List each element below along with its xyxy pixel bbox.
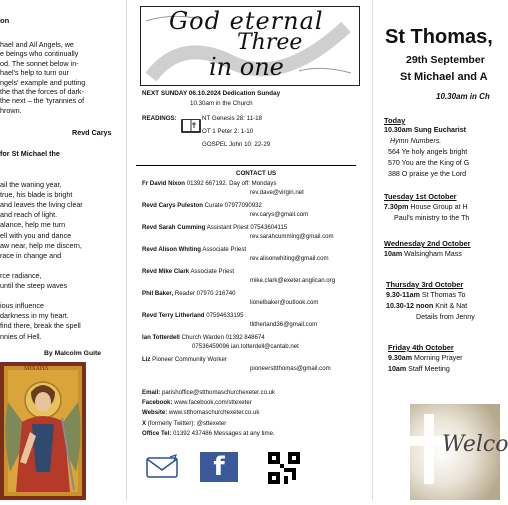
footer-line — [142, 399, 252, 406]
today-line-2: Hymn Numbers. — [390, 137, 442, 145]
next-sunday-title: NEXT SUNDAY 06.10.2024 Dedication Sunday — [142, 90, 281, 97]
sonnet-line: nnies of Hell. — [0, 331, 42, 341]
sonnet-line: find there, break the spell — [0, 321, 81, 331]
footer-value[interactable]: 01392 437486 Messages at any time. — [173, 429, 275, 437]
tuesday-heading: Tuesday 1st October — [384, 192, 457, 201]
contact-phone: 01392 667192. Day off: Mondays — [186, 180, 277, 187]
contact-phone: 07594633195 — [206, 312, 244, 319]
contact-name: Revd Sarah Cumming — [142, 224, 206, 231]
today-line-4: 570 You are the King of G — [388, 159, 470, 167]
contact-row — [142, 356, 227, 363]
sonnet-line: ious influence — [0, 301, 44, 311]
sonnet-title: for St Michael the — [0, 149, 60, 158]
contact-email[interactable]: rev.alisonwhiting@gmail.com — [250, 255, 329, 262]
today-line-3: 564 Ye holy angels bright — [388, 148, 468, 156]
right-panel — [380, 0, 508, 500]
contact-row — [142, 290, 236, 297]
contact-email[interactable]: rev.sarahcumming@gmail.com — [250, 233, 334, 240]
tuesday-line-1: 7.30pm House Group at H — [384, 203, 468, 211]
footer-label: Email: — [142, 389, 161, 396]
contact-role: Reader — [174, 290, 195, 297]
contact-row — [142, 224, 287, 231]
reading-3: GOSPEL John 10: 22-29 — [202, 141, 271, 148]
footer-label: X — [142, 419, 147, 427]
icon-caption: ΜΙΧΑΗΛ — [24, 366, 49, 372]
contact-phone: 07977090932 — [224, 202, 262, 209]
contact-role: Assistant Priest — [206, 224, 249, 231]
thursday-line-3: Details from Jenny — [416, 313, 475, 321]
sonnet-line: darkness in my heart. — [0, 311, 69, 321]
intro-line: hrown. — [0, 105, 22, 115]
intro-line: e beings who continually — [0, 49, 79, 59]
thursday-line-1: 9.30-11am St Thomas To — [386, 291, 466, 299]
footer-line — [142, 420, 226, 427]
footer-value[interactable]: www.facebook.com/sttexeter — [174, 399, 252, 407]
contact-email[interactable]: rev.dave@virgin.net — [250, 189, 304, 196]
reading-1: NT Genesis 28: 11-18 — [202, 115, 262, 122]
contact-row — [142, 246, 246, 253]
sonnet-line: race in change and — [0, 250, 62, 260]
footer-line — [142, 389, 275, 396]
footer-value[interactable]: (formerly Twitter): @sttexeter — [147, 419, 227, 427]
sonnet-line: ell with you and dance — [0, 230, 72, 240]
contact-name: Ian Totterdell — [142, 334, 180, 341]
contact-email[interactable]: 07536459096 ian.totterdell@cantab.net — [192, 343, 299, 350]
contact-row — [142, 334, 265, 341]
sonnet-line: true, his blade is bright — [0, 190, 73, 200]
footer-label: Office Tel: — [142, 429, 172, 437]
fold-divider-left — [126, 0, 127, 500]
readings-label: READINGS: — [142, 115, 177, 122]
thursday-heading: Thursday 3rd October — [386, 280, 464, 289]
left-heading: on — [0, 16, 10, 25]
banner-logo — [140, 6, 360, 86]
sonnet-line: until the steep waves — [0, 281, 68, 290]
sonnet-line: and reach of light. — [0, 210, 58, 220]
contact-role: Associate Priest — [190, 268, 235, 275]
qr-code-icon — [268, 452, 300, 484]
church-title: St Thomas, — [385, 26, 493, 48]
contact-email[interactable]: pioneersttthomas@gmail.com — [250, 365, 331, 372]
contact-email[interactable]: rev.carys@gmail.com — [250, 211, 309, 218]
contact-phone: 07970 216740 — [196, 290, 236, 297]
wednesday-line-1: 10am Walsingham Mass — [384, 250, 462, 258]
contact-name: Revd Carys Puleston — [142, 202, 203, 209]
tuesday-line-2: Paul's ministry to the Th — [394, 214, 470, 222]
intro-line: ngels' example and putting — [0, 77, 86, 87]
date-line: 29th September — [406, 54, 485, 66]
intro-line: od. The sonnet below in- — [0, 58, 79, 68]
contact-name: Phil Baker, — [142, 290, 174, 297]
sonnet-line: aw near, help me discern, — [0, 240, 82, 250]
today-heading: Today — [384, 116, 406, 125]
friday-heading: Friday 4th October — [388, 343, 454, 352]
today-line-5: 388 O praise ye the Lord — [388, 170, 467, 178]
contact-email[interactable]: tlitherland36@gmail.com — [250, 321, 318, 328]
today-line-1: 10.30am Sung Eucharist — [384, 126, 467, 134]
contact-phone: 01392 848674 — [225, 334, 265, 341]
contact-row — [142, 268, 234, 275]
friday-line-2: 10am Staff Meeting — [388, 365, 450, 373]
facebook-icon: f — [200, 452, 238, 482]
contact-row — [142, 312, 244, 319]
contact-name: Revd Alison Whiting — [142, 246, 202, 253]
feast-title: St Michael and A — [400, 71, 488, 83]
intro-author: Revd Carys — [72, 128, 112, 137]
contact-divider — [136, 165, 356, 166]
contact-name: Revd Terry Litherland — [142, 312, 205, 319]
contact-row — [142, 180, 276, 187]
contact-role: Curate — [204, 202, 223, 209]
contact-name: Liz — [142, 356, 151, 363]
contact-row — [142, 202, 262, 209]
wednesday-heading: Wednesday 2nd October — [384, 239, 471, 248]
fold-divider-right — [372, 0, 373, 500]
intro-line: the next – the 'tyrannies of — [0, 96, 85, 106]
sonnet-author: By Malcolm Guite — [44, 350, 102, 357]
email-envelope-icon — [146, 455, 180, 479]
contact-name: Revd Mike Clark — [142, 268, 190, 275]
service-time: 10.30am in Ch — [436, 92, 490, 101]
reading-2: OT 1 Peter 2: 1-10 — [202, 128, 254, 135]
contact-role: Church Warden — [181, 334, 224, 341]
footer-label: Website: — [142, 409, 168, 417]
contact-role: Associate Priest — [202, 246, 247, 253]
contact-role: Pioneer Community Worker — [152, 356, 227, 363]
friday-line-1: 9.30am Morning Prayer — [388, 354, 463, 362]
welcome-text: Welco — [442, 432, 508, 457]
contact-name: Fr David Nixon — [142, 180, 186, 187]
bible-icon — [180, 117, 202, 134]
banner-line-2: Three — [237, 30, 303, 55]
sonnet-line: rce radiance, — [0, 270, 42, 280]
footer-line — [142, 430, 275, 437]
sonnet-line: and leaves the living clear — [0, 200, 83, 210]
next-sunday-sub: 10.30am in the Church — [190, 100, 253, 107]
middle-panel — [132, 0, 360, 500]
st-michael-icon-image — [0, 362, 86, 500]
footer-label: Facebook: — [142, 399, 173, 407]
intro-line: hael's help to turn our — [0, 68, 69, 78]
banner-line-3: in one — [209, 53, 284, 81]
intro-line: the that the forces of dark- — [0, 87, 84, 96]
contact-email[interactable]: mike.clark@exeter.anglican.org — [250, 277, 336, 284]
thursday-line-2: 10.30-12 noon Knit & Nat — [386, 302, 468, 310]
contact-phone: 07543604115 — [250, 224, 288, 231]
intro-line: hael and All Angels, we — [0, 40, 74, 49]
sonnet-line: ail the waning year, — [0, 180, 62, 189]
contact-email[interactable]: lionelbaker@outlook.com — [250, 299, 319, 306]
contacts-title: CONTACT US — [236, 170, 277, 177]
footer-value[interactable]: www.stthomaschurchexeter.co.uk — [169, 409, 260, 417]
sonnet-line: alance, help me turn — [0, 220, 66, 230]
footer-line — [142, 409, 259, 416]
footer-value[interactable]: parishoffice@stthomaschurchexeter.co.uk — [162, 389, 276, 396]
left-panel — [0, 0, 122, 500]
banner-line-1: God eternal — [169, 7, 324, 35]
